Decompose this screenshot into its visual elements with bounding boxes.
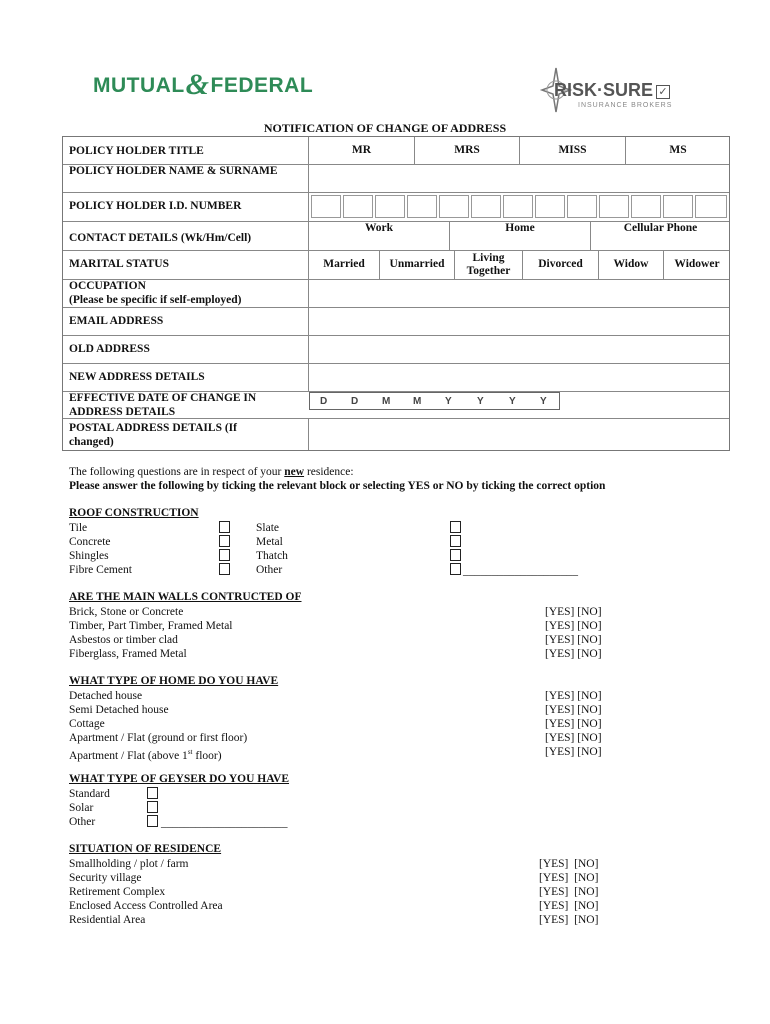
roof-concrete-label: Concrete — [69, 536, 111, 548]
roof-col1 — [69, 521, 132, 577]
marital-married[interactable]: Married — [309, 250, 380, 279]
marital-widow[interactable]: Widow — [599, 250, 664, 279]
situation-option-label: Smallholding / plot / farm — [69, 858, 189, 870]
roof-concrete-checkbox[interactable] — [219, 535, 230, 547]
title-option-mr[interactable]: MR — [309, 137, 415, 164]
date-year-4: Y — [540, 396, 547, 407]
occupation-hint: (Please be specific if self-employed) — [69, 294, 242, 306]
roof-shingles-label: Shingles — [69, 550, 109, 562]
situation-option-label: Residential Area — [69, 914, 146, 926]
row-policy-holder-title — [63, 137, 729, 165]
contact-cellular[interactable]: Cellular Phone — [623, 222, 698, 234]
yes-option[interactable]: [YES] — [545, 746, 575, 758]
intro-line-1 — [69, 465, 354, 479]
no-option[interactable]: [NO] — [577, 732, 602, 744]
no-option[interactable]: [NO] — [577, 634, 602, 646]
walls-yes-no — [545, 605, 602, 661]
contact-work[interactable]: Work — [309, 221, 450, 250]
title-option-mrs[interactable]: MRS — [415, 137, 520, 164]
situation-option-label: Enclosed Access Controlled Area — [69, 900, 223, 912]
no-option[interactable]: [NO] — [577, 648, 602, 660]
id-digit-box[interactable] — [343, 195, 373, 218]
id-digit-box[interactable] — [663, 195, 693, 218]
policy-form-table — [62, 136, 730, 451]
no-option[interactable]: [NO] — [577, 746, 602, 758]
label-policy-holder-name: POLICY HOLDER NAME & SURNAME — [69, 165, 278, 177]
walls-option-label: Asbestos or timber clad — [69, 634, 178, 646]
marital-widower[interactable]: Widower — [674, 258, 720, 270]
yes-option[interactable]: [YES] — [539, 886, 569, 898]
no-option[interactable]: [NO] — [574, 914, 599, 926]
intro-text: The following questions are in respect of your — [69, 466, 285, 478]
title-option-miss[interactable]: MISS — [520, 137, 626, 164]
label-id-number: POLICY HOLDER I.D. NUMBER — [69, 200, 242, 212]
occupation-field[interactable] — [308, 279, 730, 307]
walls-heading: ARE THE MAIN WALLS CONTRUCTED OF — [69, 591, 302, 603]
row-id-number — [63, 192, 729, 222]
logo-text-federal: FEDERAL — [210, 74, 314, 97]
yes-option[interactable]: [YES] — [539, 914, 569, 926]
new-address-field[interactable] — [308, 363, 730, 391]
home-apartment-text-end: floor) — [192, 749, 222, 762]
id-digit-box[interactable] — [503, 195, 533, 218]
row-contact-details — [63, 221, 729, 251]
risk-sure-name: RISK·SURE — [554, 80, 654, 100]
geyser-list — [69, 787, 110, 829]
no-option[interactable]: [NO] — [574, 900, 599, 912]
id-number-field[interactable] — [308, 192, 730, 221]
roof-other-checkbox[interactable] — [450, 563, 461, 575]
roof-slate-label: Slate — [256, 522, 279, 534]
yes-option[interactable]: [YES] — [545, 620, 575, 632]
check-icon: ✓ — [656, 85, 670, 99]
no-option[interactable]: [NO] — [577, 606, 602, 618]
id-digit-box[interactable] — [535, 195, 565, 218]
yes-option[interactable]: [YES] — [545, 634, 575, 646]
row-effective-date — [63, 391, 729, 419]
yes-option[interactable]: [YES] — [545, 648, 575, 660]
roof-tile-checkbox[interactable] — [219, 521, 230, 533]
yes-option[interactable]: [YES] — [539, 872, 569, 884]
id-digit-box[interactable] — [695, 195, 727, 218]
home-option-label: Semi Detached house — [69, 704, 169, 716]
id-digit-box[interactable] — [439, 195, 469, 218]
no-option[interactable]: [NO] — [577, 690, 602, 702]
logo-text-mutual: MUTUAL — [93, 74, 185, 97]
geyser-solar-label: Solar — [69, 802, 94, 814]
geyser-standard-label: Standard — [69, 788, 110, 800]
home-option-label: Detached house — [69, 690, 143, 702]
home-option-label: Apartment / Flat (ground or first floor) — [69, 732, 248, 744]
marital-living-together[interactable]: Living Together — [455, 250, 523, 279]
walls-option-label: Timber, Part Timber, Framed Metal — [69, 620, 233, 632]
no-option[interactable]: [NO] — [577, 718, 602, 730]
risk-sure-logo — [536, 64, 676, 116]
roof-thatch-label: Thatch — [256, 550, 288, 562]
title-option-ms[interactable]: MS — [669, 144, 687, 156]
roof-slate-checkbox[interactable] — [450, 521, 461, 533]
risk-sure-tagline: INSURANCE BROKERS — [578, 102, 673, 109]
yes-option[interactable]: [YES] — [539, 858, 569, 870]
home-apartment-text: Apartment / Flat (above 1 — [69, 749, 188, 762]
geyser-standard-checkbox[interactable] — [147, 787, 158, 799]
date-day-1: D — [320, 396, 328, 407]
old-address-field[interactable] — [308, 335, 730, 363]
roof-thatch-checkbox[interactable] — [450, 549, 461, 561]
postal-address-field[interactable] — [308, 418, 730, 450]
marital-unmarried[interactable]: Unmarried — [380, 250, 455, 279]
id-digit-box[interactable] — [375, 195, 405, 218]
date-month-1: M — [382, 396, 391, 407]
marital-divorced[interactable]: Divorced — [523, 250, 599, 279]
form-title: NOTIFICATION OF CHANGE OF ADDRESS — [263, 121, 507, 135]
home-apartment-sup: st — [187, 748, 193, 756]
roof-metal-checkbox[interactable] — [450, 535, 461, 547]
intro-line-2: Please answer the following by ticking the relevant block or selecting YES or NO by ticking the correct option — [69, 480, 606, 492]
label-postal-address: POSTAL ADDRESS DETAILS (If changed) — [69, 422, 237, 448]
walls-list — [69, 605, 233, 661]
date-year-1: Y — [445, 396, 452, 407]
id-digit-box[interactable] — [407, 195, 437, 218]
geyser-heading: WHAT TYPE OF GEYSER DO YOU HAVE — [69, 773, 290, 785]
effective-date-field[interactable] — [309, 392, 560, 410]
walls-option-label: Brick, Stone or Concrete — [69, 606, 184, 618]
contact-home[interactable]: Home — [450, 221, 591, 250]
label-occupation — [69, 279, 241, 307]
home-option-label: Cottage — [69, 718, 105, 730]
label-marital-status: MARITAL STATUS — [69, 258, 170, 270]
date-day-2: D — [351, 396, 359, 407]
roof-other-label: Other — [256, 564, 283, 576]
id-digit-box[interactable] — [471, 195, 501, 218]
label-policy-holder-title: POLICY HOLDER TITLE — [69, 145, 204, 157]
walls-option-label: Fiberglass, Framed Metal — [69, 648, 187, 660]
logo-ampersand: & — [185, 68, 210, 101]
date-month-2: M — [413, 396, 422, 407]
geyser-other-checkbox[interactable] — [147, 815, 158, 827]
situation-option-label: Security village — [69, 872, 142, 884]
date-year-3: Y — [509, 396, 516, 407]
row-policy-holder-name — [63, 164, 729, 193]
home-heading: WHAT TYPE OF HOME DO YOU HAVE — [69, 675, 279, 687]
roof-fibre-cement-checkbox[interactable] — [219, 563, 230, 575]
intro-new-emphasis: new — [284, 466, 305, 478]
situation-option-label: Retirement Complex — [69, 886, 166, 898]
no-option[interactable]: [NO] — [574, 872, 599, 884]
intro-text-end: residence: — [304, 466, 354, 478]
roof-shingles-checkbox[interactable] — [219, 549, 230, 561]
yes-option[interactable]: [YES] — [545, 690, 575, 702]
row-old-address — [63, 335, 729, 364]
no-option[interactable]: [NO] — [574, 858, 599, 870]
id-digit-box[interactable] — [599, 195, 629, 218]
no-option[interactable]: [NO] — [577, 704, 602, 716]
id-digit-box[interactable] — [567, 195, 597, 218]
occupation-title: OCCUPATION — [69, 280, 146, 292]
id-digit-box[interactable] — [311, 195, 341, 218]
row-postal-address — [63, 418, 729, 450]
row-new-address — [63, 363, 729, 392]
name-field[interactable] — [308, 164, 730, 192]
situation-heading: SITUATION OF RESIDENCE — [69, 843, 222, 855]
situation-yes-no — [539, 857, 598, 927]
row-occupation — [63, 279, 729, 308]
yes-option[interactable]: [YES] — [545, 606, 575, 618]
label-new-address: NEW ADDRESS DETAILS — [69, 371, 205, 383]
email-field[interactable] — [308, 307, 730, 335]
no-option[interactable]: [NO] — [577, 620, 602, 632]
label-old-address: OLD ADDRESS — [69, 343, 150, 355]
no-option[interactable]: [NO] — [574, 886, 599, 898]
roof-heading: ROOF CONSTRUCTION — [69, 507, 199, 519]
roof-col2 — [256, 521, 288, 577]
mutual-federal-logo — [93, 66, 313, 100]
label-contact-details: CONTACT DETAILS (Wk/Hm/Cell) — [69, 232, 252, 244]
geyser-solar-checkbox[interactable] — [147, 801, 158, 813]
yes-option[interactable]: [YES] — [539, 900, 569, 912]
roof-metal-label: Metal — [256, 536, 283, 548]
home-option-label — [69, 745, 247, 763]
roof-other-line[interactable]: ____________________ — [463, 565, 578, 577]
yes-option[interactable]: [YES] — [545, 718, 575, 730]
geyser-other-line[interactable]: ______________________ — [161, 817, 288, 829]
home-yes-no — [545, 689, 602, 759]
yes-option[interactable]: [YES] — [545, 732, 575, 744]
geyser-other-label: Other — [69, 816, 96, 828]
yes-option[interactable]: [YES] — [545, 704, 575, 716]
label-effective-date: EFFECTIVE DATE OF CHANGE IN ADDRESS DETAILS — [69, 392, 257, 418]
date-year-2: Y — [477, 396, 484, 407]
home-list — [69, 689, 247, 763]
label-email: EMAIL ADDRESS — [69, 315, 164, 327]
id-digit-box[interactable] — [631, 195, 661, 218]
row-marital-status — [63, 250, 729, 280]
roof-fibre-cement-label: Fibre Cement — [69, 564, 132, 576]
situation-list — [69, 857, 223, 927]
row-email — [63, 307, 729, 336]
roof-tile-label: Tile — [69, 522, 88, 534]
